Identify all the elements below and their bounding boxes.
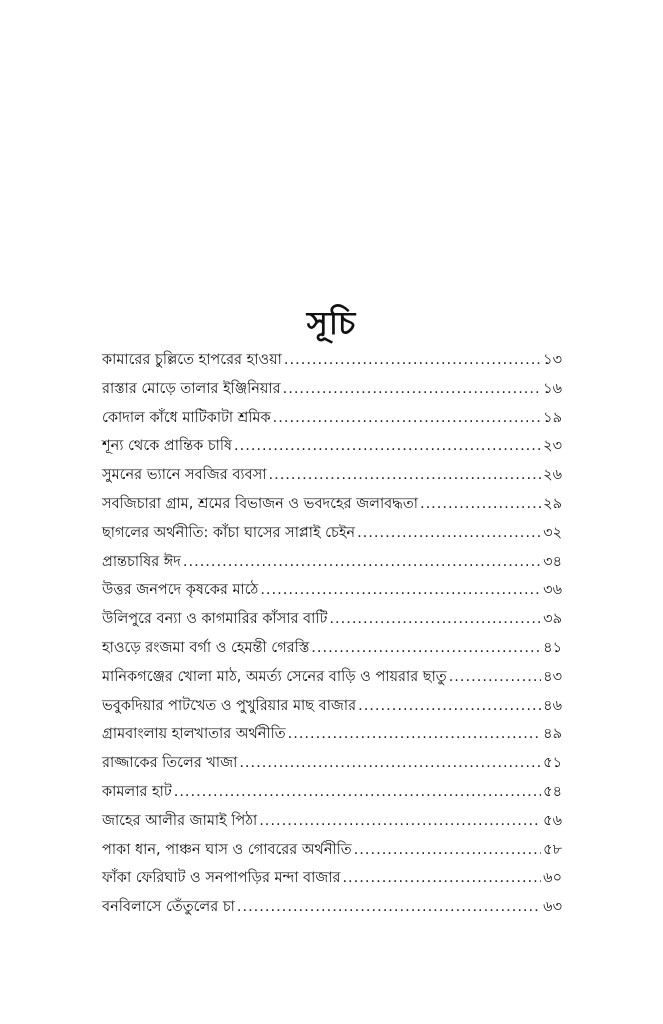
toc-entry: [102, 634, 562, 663]
toc-page-number: ৫৬: [543, 812, 562, 829]
toc-page-number: ৪৩: [543, 668, 562, 685]
toc-entry-title: বনবিলাসে তেঁতুলের চা: [102, 899, 235, 916]
toc-entry-title: সুমনের ভ্যানে সবজির ব্যবসা: [102, 467, 267, 484]
toc-entry-title: রাস্তার মোড়ে তালার ইঞ্জিনিয়ার: [102, 380, 281, 397]
dot-leader: [260, 576, 541, 605]
toc-entry-title: কোদাল কাঁধে মাটিকাটা শ্রমিক: [102, 409, 271, 426]
toc-entry: [102, 461, 562, 490]
toc-entry-title: ভবুকদিয়ার পাটখেত ও পুখুরিয়ার মাছ বাজার: [102, 697, 357, 714]
toc-entry-title: উলিপুরে বন্যা ও কাগমারির কাঁসার বাটি: [102, 611, 328, 628]
table-of-contents: [102, 346, 562, 922]
toc-entry: [102, 375, 562, 404]
toc-page-number: ১৯: [543, 409, 562, 426]
toc-page-number: ৩৬: [543, 582, 562, 599]
dot-leader: [239, 749, 541, 778]
toc-entry-title: মানিকগঞ্জের খোলা মাঠ, অমর্ত্য সেনের বাড়ি ও পায়রার ছাতু: [102, 668, 447, 685]
toc-entry: [102, 692, 562, 721]
toc-entry-title: ছাগলের অর্থনীতি: কাঁচা ঘাসের সাপ্লাই চেইন: [102, 524, 356, 541]
toc-entry-title: উত্তর জনপদে কৃষকের মাঠে: [102, 582, 259, 599]
toc-entry-title: পাকা ধান, পাঞ্চন ঘাস ও গোবরের অর্থনীতি: [102, 841, 352, 858]
dot-leader: [268, 461, 541, 490]
toc-page-number: ৩৪: [543, 553, 562, 570]
toc-entry: [102, 749, 562, 778]
toc-entry: [102, 490, 562, 519]
toc-page-number: ১৬: [543, 380, 562, 397]
dot-leader: [354, 836, 542, 865]
dot-leader: [420, 490, 541, 519]
dot-leader: [342, 864, 541, 893]
toc-page-number: ২৯: [543, 495, 562, 512]
toc-page-number: ৬৩: [543, 899, 562, 916]
toc-page-number: ১৩: [543, 352, 562, 368]
toc-page-number: ৫৮: [543, 841, 562, 858]
toc-page-number: ৫৪: [543, 783, 562, 800]
toc-entry: [102, 605, 562, 634]
toc-entry: [102, 836, 562, 865]
toc-entry: [102, 720, 562, 749]
toc-entry: [102, 893, 562, 922]
toc-entry: [102, 432, 562, 461]
dot-leader: [329, 605, 541, 634]
toc-page-number: ৫১: [543, 755, 562, 772]
toc-entry-title: হাওড়ে রংজমা বর্গা ও হেমন্তী গেরস্তি: [102, 639, 310, 656]
dot-leader: [183, 548, 541, 577]
toc-page-number: ৬০: [543, 870, 562, 887]
dot-leader: [273, 404, 542, 433]
toc-page-number: ৪১: [543, 639, 562, 656]
dot-leader: [283, 375, 542, 404]
dot-leader: [357, 519, 541, 548]
toc-page-number: ৩৯: [543, 611, 562, 628]
toc-page-number: ২৬: [543, 467, 562, 484]
dot-leader: [237, 893, 541, 922]
toc-entry: [102, 519, 562, 548]
toc-entry-title: প্রান্তচাষির ঈদ: [102, 553, 181, 570]
toc-page-number: ২৩: [543, 438, 562, 455]
toc-entry-title: গ্রামবাংলায় হালখাতার অর্থনীতি: [102, 726, 286, 743]
toc-entry-title: ফাঁকা ফেরিঘাট ও সনপাপড়ির মন্দা বাজার: [102, 870, 341, 887]
toc-entry-title: রাজ্জাকের তিলের খাজা: [102, 755, 238, 772]
toc-entry-title: শূন্য থেকে প্রান্তিক চাষি: [102, 438, 232, 455]
toc-entry-title: কামারের চুল্লিতে হাপরের হাওয়া: [102, 352, 282, 368]
dot-leader: [288, 720, 542, 749]
toc-entry-title: জাহের আলীর জামাই পিঠা: [102, 812, 258, 829]
dot-leader: [358, 692, 541, 721]
toc-entry-title: কামলার হাট: [102, 783, 172, 800]
dot-leader: [174, 778, 541, 807]
dot-leader: [234, 432, 541, 461]
toc-entry: [102, 663, 562, 692]
toc-page-number: ৩২: [543, 524, 562, 541]
toc-entry: [102, 576, 562, 605]
toc-entry: [102, 346, 562, 375]
dot-leader: [449, 663, 541, 692]
dot-leader: [284, 346, 541, 375]
toc-entry: [102, 807, 562, 836]
toc-entry: [102, 548, 562, 577]
page-title: সূচি: [306, 304, 357, 343]
toc-page-number: ৪৯: [543, 726, 562, 743]
toc-entry: [102, 778, 562, 807]
toc-entry-title: সবজিচারা গ্রাম, শ্রমের বিভাজন ও ভবদহের জলাবদ্ধতা: [102, 495, 418, 512]
toc-entry: [102, 864, 562, 893]
dot-leader: [259, 807, 541, 836]
toc-entry: [102, 404, 562, 433]
dot-leader: [311, 634, 541, 663]
toc-page-number: ৪৬: [543, 697, 562, 714]
